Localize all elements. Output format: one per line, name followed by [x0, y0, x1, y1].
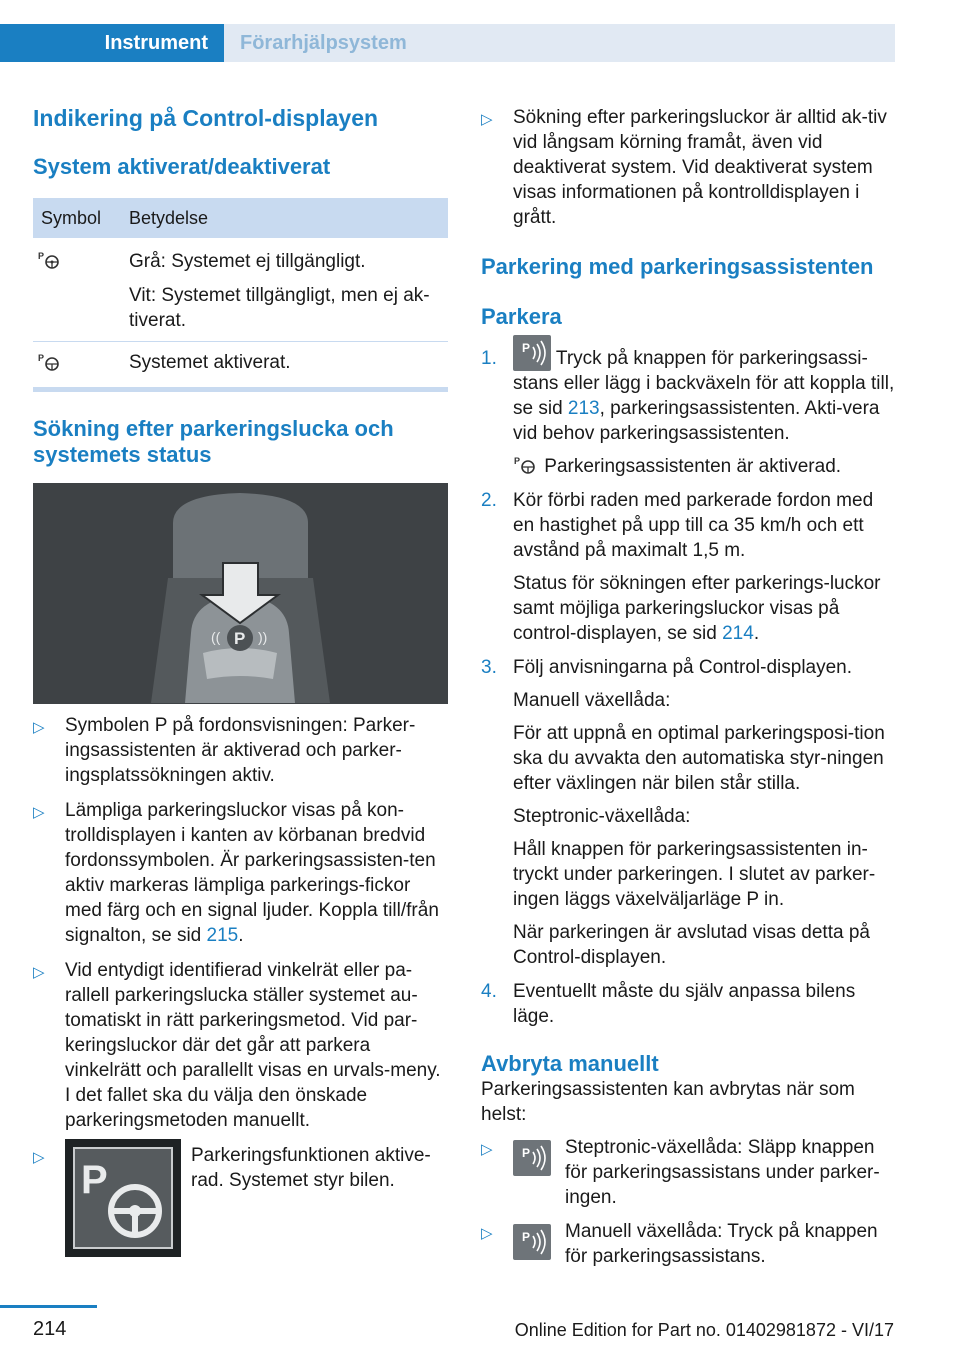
svg-text:P: P — [514, 456, 521, 466]
chapter-tabs — [0, 24, 895, 62]
park-assist-button-icon — [513, 335, 551, 371]
park-assist-active-icon — [513, 456, 539, 474]
list-item: ▷ P Parkeringsfunktionen aktive-rad. Systemet styr bilen. — [33, 1143, 448, 1257]
park-assist-gray-icon — [37, 250, 61, 270]
triangle-icon: ▷ — [33, 719, 45, 736]
symbol-table — [33, 198, 448, 392]
triangle-icon: ▷ — [33, 964, 45, 981]
svg-text:((: (( — [211, 629, 221, 645]
right-column — [481, 100, 895, 1269]
svg-text:P: P — [38, 353, 45, 363]
cancel-text: Parkeringsassistenten kan avbrytas när som helst: — [481, 1079, 855, 1125]
tab-forarhjalpsystem[interactable]: Förarhjälpsystem — [224, 24, 895, 62]
list-item: ▷ Symbolen P på fordonsvisningen: Parker-ingsassistenten är aktiverad och parker-ingsplatssökningen aktiv. — [33, 715, 416, 786]
list-item: 1. P Tryck på knappen för parkeringsassi-stans eller lägg i backväxeln för att koppla till, se sid 213, parkeringsassistenten. Akti-vera vid behov parkeringsassistenten. P Parkeringsassistenten är aktiverad. — [481, 346, 895, 479]
park-assist-button-icon — [513, 1224, 551, 1260]
list-item: 3. Följ anvisningarna på Control-displayen. Manuell växellåda: För att uppnå en optimal parkeringsposi-tion ska du avvakta den automatiska styr-ningen efter växlingen när bilen står stilla. Steptronic-växellåda: Håll knappen för parkeringsassistenten in-tryckt under parkeringen. I slutet av parker-ingen läggs växelväljarläge P in. När parkeringen är avslutad visas detta på Control-displayen. — [481, 657, 885, 968]
list-item: 2. Kör förbi raden med parkerade fordon med en hastighet på upp till ca 35 km/h och ett avstånd på maximalt 1,5 m. Status för sökningen efter parkerings-luckor samt möjliga parkeringsluckor visas på control-displayen, se sid 214. — [481, 490, 881, 644]
triangle-icon: ▷ — [33, 804, 45, 821]
svg-text:P: P — [522, 1146, 531, 1160]
heading-search-status: Sökning efter parkeringslucka och systemets status — [33, 416, 394, 467]
parking-display-image — [33, 483, 448, 704]
footer-rule — [0, 1305, 97, 1308]
page-ref-link[interactable]: 215 — [206, 925, 239, 946]
svg-text:P: P — [234, 629, 246, 648]
triangle-icon: ▷ — [481, 1141, 493, 1158]
steps-list — [481, 340, 895, 1029]
park-assist-button-icon — [513, 1140, 551, 1176]
tab-instrument[interactable]: Instrument — [0, 24, 224, 62]
heading-control-display: Indikering på Control-displayen — [33, 105, 379, 131]
page-ref-link[interactable]: 213 — [567, 398, 600, 419]
triangle-icon: ▷ — [33, 1149, 45, 1166]
list-item: ▷ P Manuell växellåda: Tryck på knappen för parkeringsassistans. — [481, 1221, 878, 1267]
park-steering-icon — [65, 1139, 181, 1257]
svg-text:P: P — [522, 1230, 531, 1244]
heading-cancel-manually: Avbryta manuellt — [481, 1051, 659, 1076]
list-item: ▷ Vid entydigt identifierad vinkelrät eller pa-rallell parkeringslucka ställer systemet au-tomatiskt in rätt parkeringsmetod. Vid par-keringsluckor där det går att parkera vinkelrätt och parallellt visas en urvals-meny. I det fallet ska du välja den önskade parkeringsmetoden manuellt. — [33, 960, 441, 1131]
list-item: ▷ Lämpliga parkeringsluckor visas på kon-trolldisplayen i kanten av körbanan bredvid fordonssymbolen. Är parkeringsassisten-ten aktiv markeras lämpliga parkerings-fickor med färg och en signal ljuder. Koppla till/från signalton, se sid 215. — [33, 800, 439, 946]
list-item: ▷ P Steptronic-växellåda: Släpp knappen för parkeringsassistans under parker-ingen. — [481, 1137, 880, 1208]
page-ref-link[interactable]: 214 — [722, 623, 754, 644]
left-column — [33, 100, 448, 1257]
svg-text:)): )) — [258, 629, 268, 645]
row1-text-b: Vit: Systemet tillgängligt, men ej ak-tiverat. — [129, 285, 430, 331]
heading-parkera: Parkera — [481, 304, 562, 329]
col-symbol: Symbol — [33, 198, 129, 238]
bullet-list-left — [33, 713, 448, 1257]
svg-text:P: P — [81, 1158, 108, 1202]
row2-text: Systemet aktiverat. — [129, 352, 291, 373]
page-number: 214 — [33, 1318, 67, 1340]
list-item: ▷ Sökning efter parkeringsluckor är alltid ak-tiv vid långsam körning framåt, även vid deaktiverat system. Vid deaktiverat system visas informationen på kontrolldisplayen i grått. — [481, 107, 887, 228]
triangle-icon: ▷ — [481, 111, 493, 128]
list-item: 4. Eventuellt måste du själv anpassa bilens läge. — [481, 981, 856, 1027]
heading-system-status: System aktiverat/deaktiverat — [33, 154, 331, 179]
row1-text-a: Grå: Systemet ej tillgängligt. — [129, 251, 366, 272]
svg-text:P: P — [38, 251, 45, 261]
heading-parking-assist: Parkering med parkeringsassistenten — [481, 254, 874, 279]
svg-text:P: P — [522, 340, 531, 355]
edition-note: Online Edition for Part no. 01402981872 - VI/17 — [514, 1320, 894, 1340]
triangle-icon: ▷ — [481, 1225, 493, 1242]
col-meaning: Betydelse — [129, 198, 448, 238]
park-assist-active-icon — [37, 352, 61, 372]
